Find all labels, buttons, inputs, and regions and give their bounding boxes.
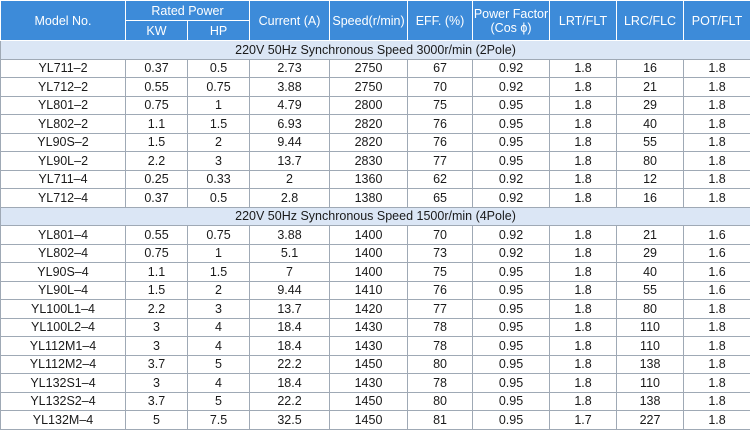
cell-speed: 2820 (330, 133, 408, 152)
cell-lrt-flt: 1.8 (550, 374, 617, 393)
header-lrc-flc: LRC/FLC (617, 1, 684, 41)
cell-lrc-flc: 40 (617, 263, 684, 282)
cell-model: YL112M1–4 (1, 337, 126, 356)
cell-pot-flt: 1.8 (684, 318, 750, 337)
cell-lrt-flt: 1.8 (550, 318, 617, 337)
table-row (1, 96, 750, 115)
cell-hp: 2 (188, 281, 250, 300)
cell-pot-flt: 1.8 (684, 170, 750, 189)
cell-hp: 0.75 (188, 78, 250, 97)
cell-current: 2.8 (250, 189, 330, 208)
cell-kw: 1.1 (126, 263, 188, 282)
cell-hp: 7.5 (188, 411, 250, 430)
cell-hp: 4 (188, 318, 250, 337)
header-model: Model No. (1, 1, 126, 41)
section-title: 220V 50Hz Synchronous Speed 3000r/min (2Pole) (1, 41, 750, 60)
cell-lrt-flt: 1.8 (550, 244, 617, 263)
cell-speed: 2830 (330, 152, 408, 171)
cell-eff: 78 (408, 374, 473, 393)
cell-hp: 0.5 (188, 59, 250, 78)
cell-model: YL112M2–4 (1, 355, 126, 374)
cell-pot-flt: 1.8 (684, 133, 750, 152)
cell-speed: 1400 (330, 226, 408, 245)
cell-power-factor: 0.95 (473, 115, 550, 134)
cell-model: YL132S1–4 (1, 374, 126, 393)
cell-lrt-flt: 1.8 (550, 170, 617, 189)
cell-lrc-flc: 16 (617, 189, 684, 208)
cell-model: YL132S2–4 (1, 392, 126, 411)
cell-speed: 1420 (330, 300, 408, 319)
cell-current: 3.88 (250, 226, 330, 245)
table-row (1, 263, 750, 282)
cell-lrt-flt: 1.8 (550, 337, 617, 356)
header-power-factor (473, 1, 550, 41)
cell-current: 18.4 (250, 374, 330, 393)
cell-eff: 77 (408, 152, 473, 171)
cell-eff: 67 (408, 59, 473, 78)
cell-current: 13.7 (250, 300, 330, 319)
cell-speed: 1400 (330, 244, 408, 263)
cell-hp: 5 (188, 355, 250, 374)
cell-lrt-flt: 1.8 (550, 281, 617, 300)
cell-pot-flt: 1.8 (684, 300, 750, 319)
cell-lrc-flc: 40 (617, 115, 684, 134)
header-hp: HP (188, 21, 250, 41)
cell-eff: 76 (408, 281, 473, 300)
table-row (1, 318, 750, 337)
cell-speed: 1430 (330, 374, 408, 393)
cell-kw: 1.5 (126, 133, 188, 152)
cell-power-factor: 0.95 (473, 355, 550, 374)
cell-lrc-flc: 29 (617, 244, 684, 263)
cell-lrt-flt: 1.8 (550, 300, 617, 319)
cell-model: YL90S–4 (1, 263, 126, 282)
cell-current: 6.93 (250, 115, 330, 134)
cell-eff: 76 (408, 115, 473, 134)
cell-kw: 0.55 (126, 78, 188, 97)
cell-eff: 75 (408, 263, 473, 282)
cell-hp: 0.5 (188, 189, 250, 208)
cell-current: 2 (250, 170, 330, 189)
cell-lrt-flt: 1.8 (550, 189, 617, 208)
cell-hp: 3 (188, 300, 250, 319)
cell-current: 9.44 (250, 133, 330, 152)
cell-lrc-flc: 138 (617, 392, 684, 411)
cell-speed: 2820 (330, 115, 408, 134)
cell-lrt-flt: 1.8 (550, 115, 617, 134)
cell-eff: 65 (408, 189, 473, 208)
cell-speed: 1410 (330, 281, 408, 300)
cell-kw: 0.25 (126, 170, 188, 189)
cell-speed: 1430 (330, 337, 408, 356)
cell-power-factor: 0.95 (473, 263, 550, 282)
cell-model: YL90S–2 (1, 133, 126, 152)
header-lrt-flt: LRT/FLT (550, 1, 617, 41)
cell-lrc-flc: 12 (617, 170, 684, 189)
cell-eff: 81 (408, 411, 473, 430)
cell-lrc-flc: 110 (617, 374, 684, 393)
header-power-factor-line2: (Cos ϕ) (473, 21, 549, 35)
cell-lrc-flc: 80 (617, 300, 684, 319)
cell-eff: 70 (408, 226, 473, 245)
cell-eff: 77 (408, 300, 473, 319)
cell-kw: 1.5 (126, 281, 188, 300)
cell-lrc-flc: 138 (617, 355, 684, 374)
cell-power-factor: 0.95 (473, 337, 550, 356)
table-row (1, 355, 750, 374)
cell-pot-flt: 1.8 (684, 392, 750, 411)
table-row (1, 411, 750, 430)
table-row (1, 281, 750, 300)
cell-lrc-flc: 110 (617, 337, 684, 356)
header-eff: EFF. (%) (408, 1, 473, 41)
cell-kw: 5 (126, 411, 188, 430)
cell-eff: 75 (408, 96, 473, 115)
cell-hp: 1.5 (188, 115, 250, 134)
cell-power-factor: 0.95 (473, 300, 550, 319)
cell-power-factor: 0.95 (473, 318, 550, 337)
cell-speed: 2750 (330, 78, 408, 97)
cell-current: 22.2 (250, 392, 330, 411)
cell-pot-flt: 1.6 (684, 244, 750, 263)
cell-lrt-flt: 1.8 (550, 152, 617, 171)
cell-eff: 73 (408, 244, 473, 263)
cell-lrc-flc: 55 (617, 281, 684, 300)
cell-speed: 1450 (330, 355, 408, 374)
header-power-factor-line1: Power Factor (473, 7, 549, 21)
cell-pot-flt: 1.8 (684, 355, 750, 374)
cell-power-factor: 0.95 (473, 374, 550, 393)
header-pot-flt: POT/FLT (684, 1, 750, 41)
cell-hp: 0.33 (188, 170, 250, 189)
cell-model: YL132M–4 (1, 411, 126, 430)
cell-eff: 80 (408, 355, 473, 374)
cell-kw: 3 (126, 337, 188, 356)
cell-kw: 0.75 (126, 244, 188, 263)
section-header-row (1, 207, 750, 226)
cell-power-factor: 0.95 (473, 281, 550, 300)
cell-speed: 2750 (330, 59, 408, 78)
cell-eff: 70 (408, 78, 473, 97)
cell-current: 9.44 (250, 281, 330, 300)
table-row (1, 78, 750, 97)
cell-pot-flt: 1.8 (684, 189, 750, 208)
cell-eff: 62 (408, 170, 473, 189)
cell-eff: 78 (408, 318, 473, 337)
cell-hp: 5 (188, 392, 250, 411)
cell-lrt-flt: 1.8 (550, 78, 617, 97)
cell-pot-flt: 1.8 (684, 337, 750, 356)
table-row (1, 59, 750, 78)
cell-model: YL90L–4 (1, 281, 126, 300)
cell-hp: 1.5 (188, 263, 250, 282)
cell-lrc-flc: 80 (617, 152, 684, 171)
cell-lrt-flt: 1.8 (550, 226, 617, 245)
cell-lrc-flc: 227 (617, 411, 684, 430)
cell-pot-flt: 1.8 (684, 374, 750, 393)
cell-kw: 2.2 (126, 300, 188, 319)
cell-lrt-flt: 1.8 (550, 392, 617, 411)
cell-hp: 2 (188, 133, 250, 152)
table-row (1, 392, 750, 411)
cell-power-factor: 0.95 (473, 152, 550, 171)
cell-lrc-flc: 16 (617, 59, 684, 78)
table-row (1, 170, 750, 189)
section-header-row (1, 41, 750, 60)
table-row (1, 337, 750, 356)
cell-speed: 1360 (330, 170, 408, 189)
cell-speed: 1430 (330, 318, 408, 337)
cell-power-factor: 0.92 (473, 78, 550, 97)
table-row (1, 374, 750, 393)
cell-current: 18.4 (250, 318, 330, 337)
cell-power-factor: 0.92 (473, 189, 550, 208)
cell-kw: 1.1 (126, 115, 188, 134)
cell-power-factor: 0.92 (473, 170, 550, 189)
cell-current: 18.4 (250, 337, 330, 356)
cell-pot-flt: 1.6 (684, 263, 750, 282)
cell-kw: 0.37 (126, 59, 188, 78)
cell-power-factor: 0.92 (473, 244, 550, 263)
cell-pot-flt: 1.8 (684, 115, 750, 134)
table-row (1, 226, 750, 245)
header-rated-power: Rated Power (126, 1, 250, 21)
header-kw: KW (126, 21, 188, 41)
cell-power-factor: 0.92 (473, 226, 550, 245)
cell-current: 7 (250, 263, 330, 282)
cell-lrc-flc: 21 (617, 78, 684, 97)
cell-speed: 2800 (330, 96, 408, 115)
cell-eff: 80 (408, 392, 473, 411)
cell-model: YL90L–2 (1, 152, 126, 171)
cell-model: YL802–4 (1, 244, 126, 263)
cell-speed: 1450 (330, 392, 408, 411)
cell-speed: 1380 (330, 189, 408, 208)
table-body (1, 41, 750, 430)
cell-kw: 3 (126, 374, 188, 393)
table-row (1, 244, 750, 263)
cell-pot-flt: 1.8 (684, 78, 750, 97)
cell-model: YL100L2–4 (1, 318, 126, 337)
cell-power-factor: 0.95 (473, 96, 550, 115)
cell-model: YL801–2 (1, 96, 126, 115)
cell-model: YL100L1–4 (1, 300, 126, 319)
table-row (1, 300, 750, 319)
cell-current: 32.5 (250, 411, 330, 430)
cell-pot-flt: 1.8 (684, 96, 750, 115)
cell-power-factor: 0.95 (473, 133, 550, 152)
cell-hp: 3 (188, 152, 250, 171)
table-row (1, 115, 750, 134)
cell-power-factor: 0.95 (473, 392, 550, 411)
header-current: Current (A) (250, 1, 330, 41)
cell-current: 2.73 (250, 59, 330, 78)
cell-kw: 3 (126, 318, 188, 337)
cell-pot-flt: 1.8 (684, 152, 750, 171)
cell-lrc-flc: 110 (617, 318, 684, 337)
cell-model: YL802–2 (1, 115, 126, 134)
table-header (1, 1, 750, 41)
cell-hp: 4 (188, 337, 250, 356)
cell-speed: 1450 (330, 411, 408, 430)
cell-power-factor: 0.95 (473, 411, 550, 430)
cell-current: 13.7 (250, 152, 330, 171)
cell-lrc-flc: 21 (617, 226, 684, 245)
cell-hp: 0.75 (188, 226, 250, 245)
cell-power-factor: 0.92 (473, 59, 550, 78)
cell-lrc-flc: 55 (617, 133, 684, 152)
table-row (1, 152, 750, 171)
cell-hp: 4 (188, 374, 250, 393)
cell-eff: 76 (408, 133, 473, 152)
cell-hp: 1 (188, 244, 250, 263)
cell-kw: 3.7 (126, 355, 188, 374)
cell-model: YL712–4 (1, 189, 126, 208)
cell-lrt-flt: 1.8 (550, 96, 617, 115)
cell-lrt-flt: 1.8 (550, 263, 617, 282)
cell-pot-flt: 1.8 (684, 411, 750, 430)
cell-kw: 2.2 (126, 152, 188, 171)
cell-current: 5.1 (250, 244, 330, 263)
cell-model: YL712–2 (1, 78, 126, 97)
cell-lrt-flt: 1.8 (550, 59, 617, 78)
table-row (1, 133, 750, 152)
cell-pot-flt: 1.6 (684, 281, 750, 300)
cell-hp: 1 (188, 96, 250, 115)
cell-model: YL711–4 (1, 170, 126, 189)
header-speed: Speed(r/min) (330, 1, 408, 41)
cell-kw: 0.75 (126, 96, 188, 115)
cell-pot-flt: 1.8 (684, 59, 750, 78)
cell-eff: 78 (408, 337, 473, 356)
cell-current: 22.2 (250, 355, 330, 374)
cell-speed: 1400 (330, 263, 408, 282)
cell-lrc-flc: 29 (617, 96, 684, 115)
cell-model: YL801–4 (1, 226, 126, 245)
cell-pot-flt: 1.6 (684, 226, 750, 245)
cell-kw: 0.37 (126, 189, 188, 208)
cell-lrt-flt: 1.8 (550, 355, 617, 374)
cell-model: YL711–2 (1, 59, 126, 78)
table-row (1, 189, 750, 208)
section-title: 220V 50Hz Synchronous Speed 1500r/min (4Pole) (1, 207, 750, 226)
cell-current: 4.79 (250, 96, 330, 115)
cell-lrt-flt: 1.8 (550, 133, 617, 152)
cell-current: 3.88 (250, 78, 330, 97)
cell-kw: 3.7 (126, 392, 188, 411)
cell-kw: 0.55 (126, 226, 188, 245)
cell-lrt-flt: 1.7 (550, 411, 617, 430)
